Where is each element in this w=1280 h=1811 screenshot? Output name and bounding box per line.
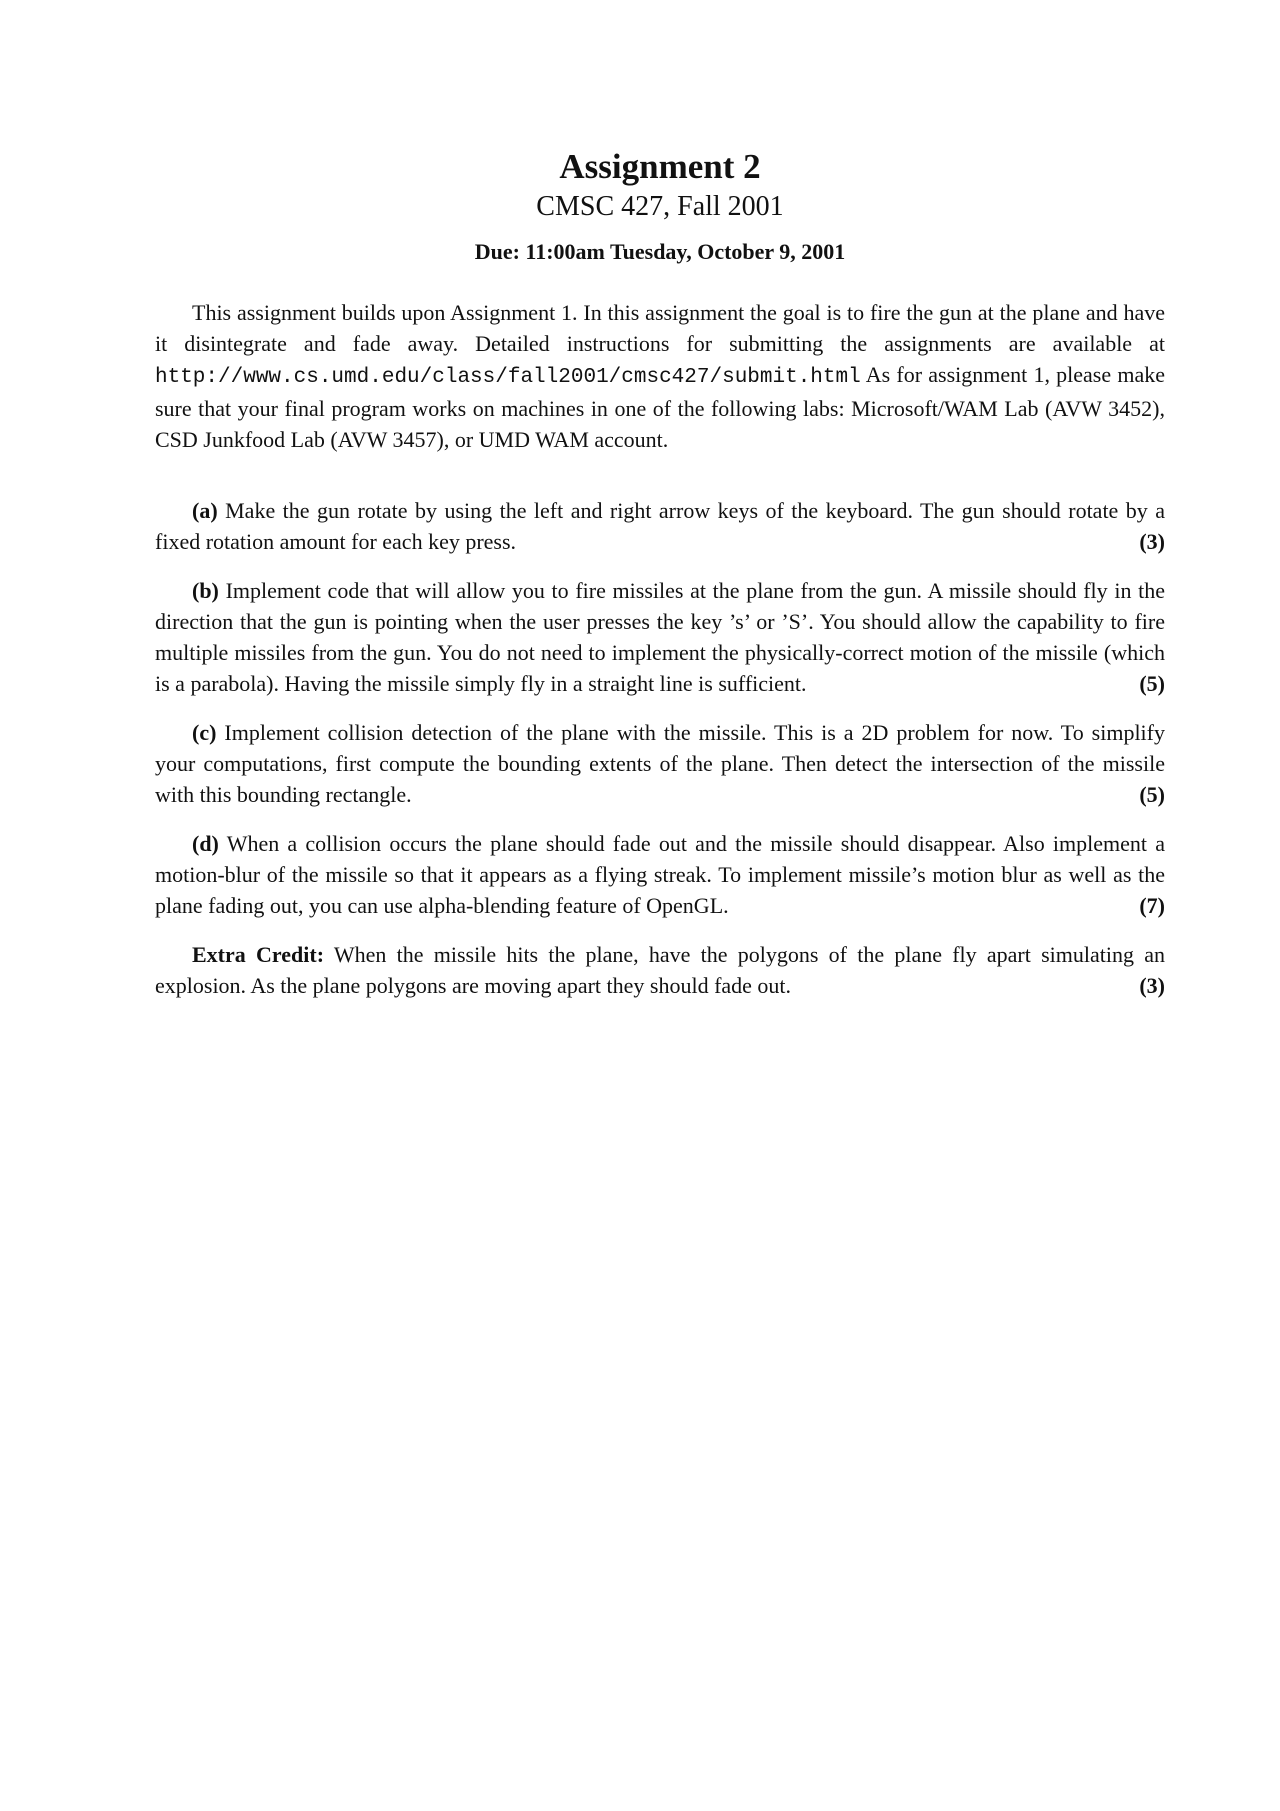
task-text: Implement code that will allow you to fire missiles at the plane from the gun. A missile should fly in the direction that the gun is pointing when the user presses the key ’s’ or ’S’. You should allow the capability to fire multiple missiles from the gun. You do not need to implement the physically-correct motion of the missile (which is a parabola). Having the missile simply fly in a straight line is sufficient.	[155, 578, 1166, 696]
task-a	[155, 495, 1165, 557]
task-text: When a collision occurs the plane should fade out and the missile should disappear. Also implement a motion-blur of the missile so that it appears as a flying streak. To implement missile’s motion blur as well as the plane fading out, you can use alpha-blending feature of OpenGL.	[155, 831, 1165, 918]
course-subtitle: CMSC 427, Fall 2001	[536, 191, 784, 222]
intro-text-labs: As for assignment 1, please make sure that your final program works on machines in one of the following labs: Microsoft/WAM Lab (AVW 3452), CSD Junkfood Lab (AVW 3457), or UMD WAM account.	[155, 362, 1165, 452]
task-label: (b)	[192, 578, 219, 603]
task-text: Make the gun rotate by using the left and right arrow keys of the keyboard. The gun should rotate by a fixed rotation amount for each key press.	[155, 498, 1166, 554]
task-label: (d)	[192, 831, 219, 856]
task-extra-credit	[155, 939, 1165, 1001]
task-d	[155, 828, 1165, 921]
assignment-title: Assignment 2	[559, 147, 761, 186]
task-points: (5)	[1139, 782, 1165, 807]
intro-text: This assignment builds upon Assignment 1. In this assignment the goal is to fire the gun at the plane and have it disintegrate and fade away. Detailed instructions for submitting the assignments are available at	[155, 300, 1165, 356]
task-c	[155, 717, 1165, 810]
task-points: (3)	[1139, 529, 1165, 554]
task-points: (5)	[1139, 671, 1165, 696]
task-points: (3)	[1139, 973, 1165, 998]
task-label: (a)	[192, 498, 218, 523]
task-label: (c)	[192, 720, 217, 745]
submit-url: http://www.cs.umd.edu/class/fall2001/cmsc427/submit.html	[155, 366, 861, 389]
due-date: Due: 11:00am Tuesday, October 9, 2001	[474, 239, 846, 264]
document-page	[155, 145, 1165, 1001]
task-label: Extra Credit:	[192, 942, 325, 967]
task-text: When the missile hits the plane, have the polygons of the plane fly apart simulating an explosion. As the plane polygons are moving apart they should fade out.	[155, 942, 1165, 998]
task-text: Implement collision detection of the plane with the missile. This is a 2D problem for now. To simplify your computations, first compute the bounding extents of the plane. Then detect the intersection of the missile with this bounding rectangle.	[155, 720, 1165, 807]
task-b	[155, 575, 1165, 699]
intro-paragraph	[155, 297, 1165, 455]
task-points: (7)	[1139, 893, 1165, 918]
